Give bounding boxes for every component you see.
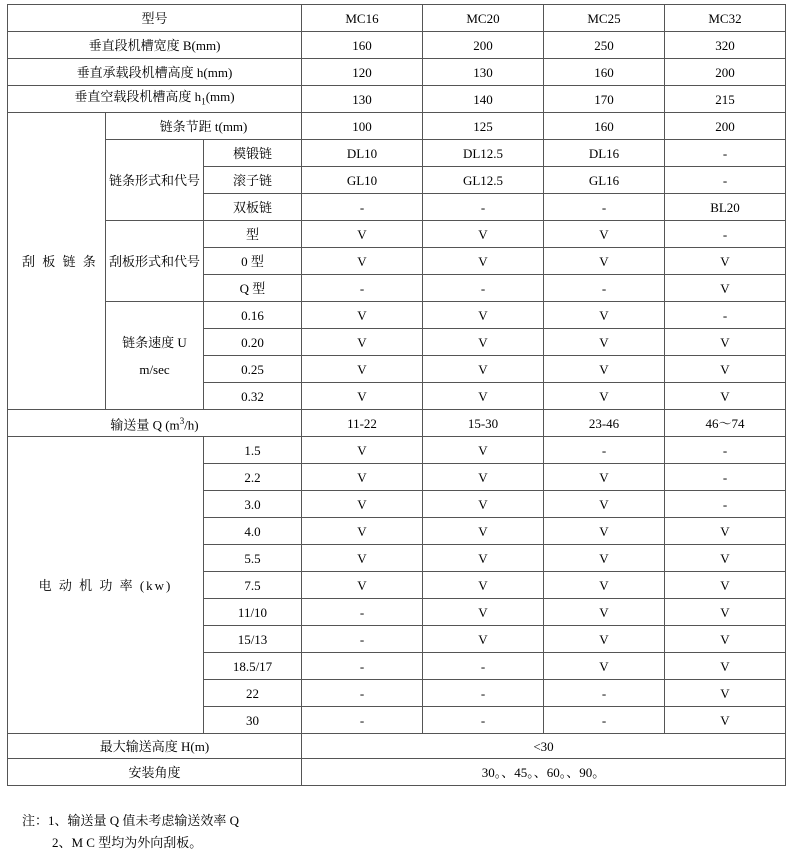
value-cell: V bbox=[423, 248, 544, 275]
motor-power: 22 bbox=[204, 680, 302, 707]
value-cell: - bbox=[665, 302, 786, 329]
notes bbox=[22, 810, 239, 854]
value-cell: V bbox=[544, 491, 665, 518]
value-cell: - bbox=[544, 275, 665, 302]
value-cell: 215 bbox=[665, 86, 786, 113]
value-cell: V bbox=[544, 599, 665, 626]
speed-name: 0.20 bbox=[204, 329, 302, 356]
chain-form-label: 链条形式和代号 bbox=[106, 140, 204, 221]
value-cell: V bbox=[665, 383, 786, 410]
value-cell: V bbox=[302, 221, 423, 248]
value-cell: V bbox=[665, 329, 786, 356]
dim-label-prefix: 垂直空载段机槽高度 h bbox=[74, 88, 202, 104]
value-cell: V bbox=[544, 545, 665, 572]
value-cell: - bbox=[544, 707, 665, 734]
motor-row bbox=[8, 437, 786, 464]
value-cell: V bbox=[423, 302, 544, 329]
motor-power: 18.5/17 bbox=[204, 653, 302, 680]
value-cell: DL12.5 bbox=[423, 140, 544, 167]
value-cell: V bbox=[544, 572, 665, 599]
value-cell: V bbox=[302, 437, 423, 464]
value-cell: - bbox=[665, 437, 786, 464]
chain-form-row bbox=[8, 140, 786, 167]
value-cell: V bbox=[665, 572, 786, 599]
value-cell: - bbox=[302, 194, 423, 221]
dim-row bbox=[8, 32, 786, 59]
value-cell: - bbox=[423, 275, 544, 302]
value-cell: - bbox=[302, 707, 423, 734]
motor-power: 30 bbox=[204, 707, 302, 734]
value-cell: - bbox=[544, 680, 665, 707]
value-cell: GL12.5 bbox=[423, 167, 544, 194]
value-cell: V bbox=[302, 545, 423, 572]
value-cell: 46～74 bbox=[665, 410, 786, 437]
value-cell: 120 bbox=[302, 59, 423, 86]
value-cell: - bbox=[665, 464, 786, 491]
motor-power: 5.5 bbox=[204, 545, 302, 572]
value-cell: 200 bbox=[665, 113, 786, 140]
value-cell: - bbox=[423, 194, 544, 221]
value-cell: V bbox=[302, 329, 423, 356]
value-cell: 100 bbox=[302, 113, 423, 140]
value-cell: 200 bbox=[665, 59, 786, 86]
value-cell: V bbox=[665, 545, 786, 572]
value-cell: V bbox=[302, 572, 423, 599]
value-cell: 320 bbox=[665, 32, 786, 59]
value-cell: 160 bbox=[544, 59, 665, 86]
speed-name: 0.25 bbox=[204, 356, 302, 383]
value-cell: V bbox=[302, 356, 423, 383]
dim-label: 垂直承载段机槽高度 h(mm) bbox=[8, 59, 302, 86]
chain-group-label: 刮 板 链 条 bbox=[8, 113, 106, 410]
max-height-row bbox=[8, 734, 786, 759]
motor-power: 11/10 bbox=[204, 599, 302, 626]
value-cell: - bbox=[302, 626, 423, 653]
value-cell: - bbox=[423, 653, 544, 680]
motor-power: 1.5 bbox=[204, 437, 302, 464]
capacity-label-suffix: /h) bbox=[184, 417, 199, 433]
capacity-row bbox=[8, 410, 786, 437]
chain-pitch-row bbox=[8, 113, 786, 140]
header-label: 型号 bbox=[8, 5, 302, 32]
value-cell: V bbox=[423, 356, 544, 383]
value-cell: V bbox=[665, 518, 786, 545]
motor-power: 2.2 bbox=[204, 464, 302, 491]
capacity-label-prefix: 输送量 Q (m bbox=[110, 417, 180, 433]
value-cell: V bbox=[544, 464, 665, 491]
dim-label bbox=[8, 86, 302, 113]
value-cell: V bbox=[544, 248, 665, 275]
value-cell: V bbox=[544, 626, 665, 653]
value-cell: 170 bbox=[544, 86, 665, 113]
header-row bbox=[8, 5, 786, 32]
motor-label: 电 动 机 功 率 (kw) bbox=[8, 437, 204, 734]
value-cell: V bbox=[302, 383, 423, 410]
value-cell: V bbox=[423, 329, 544, 356]
value-cell: 23-46 bbox=[544, 410, 665, 437]
value-cell: V bbox=[423, 383, 544, 410]
install-angle-value: 30。、45。、60。、90。 bbox=[302, 759, 786, 786]
scraper-name: Q 型 bbox=[204, 275, 302, 302]
chain-form-name: 滚子链 bbox=[204, 167, 302, 194]
value-cell: V bbox=[423, 626, 544, 653]
value-cell: V bbox=[302, 302, 423, 329]
scraper-name: 0 型 bbox=[204, 248, 302, 275]
dim-label-sub: 1 bbox=[201, 96, 206, 107]
value-cell: V bbox=[544, 518, 665, 545]
value-cell: V bbox=[665, 653, 786, 680]
value-cell: V bbox=[665, 275, 786, 302]
motor-power: 4.0 bbox=[204, 518, 302, 545]
install-angle-label: 安装角度 bbox=[8, 759, 302, 786]
capacity-label-sup: 3 bbox=[179, 415, 185, 426]
max-height-value: <30 bbox=[302, 734, 786, 759]
chain-form-name: 模锻链 bbox=[204, 140, 302, 167]
value-cell: V bbox=[423, 221, 544, 248]
value-cell: V bbox=[423, 491, 544, 518]
value-cell: V bbox=[665, 680, 786, 707]
speed-name: 0.16 bbox=[204, 302, 302, 329]
speed-label-text: 链条速度 U bbox=[122, 334, 187, 350]
value-cell: - bbox=[302, 653, 423, 680]
value-cell: - bbox=[423, 680, 544, 707]
value-cell: V bbox=[544, 383, 665, 410]
value-cell: DL16 bbox=[544, 140, 665, 167]
value-cell: V bbox=[302, 518, 423, 545]
value-cell: 140 bbox=[423, 86, 544, 113]
value-cell: - bbox=[544, 437, 665, 464]
value-cell: V bbox=[423, 437, 544, 464]
spec-table bbox=[7, 4, 786, 786]
value-cell: V bbox=[423, 599, 544, 626]
value-cell: BL20 bbox=[665, 194, 786, 221]
speed-name: 0.32 bbox=[204, 383, 302, 410]
value-cell: 11-22 bbox=[302, 410, 423, 437]
value-cell: 130 bbox=[302, 86, 423, 113]
value-cell: DL10 bbox=[302, 140, 423, 167]
max-height-label: 最大输送高度 H(m) bbox=[8, 734, 302, 759]
value-cell: V bbox=[665, 626, 786, 653]
motor-power: 3.0 bbox=[204, 491, 302, 518]
value-cell: - bbox=[302, 275, 423, 302]
value-cell: GL10 bbox=[302, 167, 423, 194]
value-cell: - bbox=[423, 707, 544, 734]
value-cell: - bbox=[665, 140, 786, 167]
motor-power: 15/13 bbox=[204, 626, 302, 653]
chain-form-name: 双板链 bbox=[204, 194, 302, 221]
value-cell: V bbox=[544, 356, 665, 383]
value-cell: V bbox=[544, 653, 665, 680]
value-cell: V bbox=[423, 545, 544, 572]
value-cell: V bbox=[544, 302, 665, 329]
value-cell: - bbox=[665, 167, 786, 194]
value-cell: V bbox=[665, 599, 786, 626]
dim-row bbox=[8, 59, 786, 86]
value-cell: 160 bbox=[544, 113, 665, 140]
model-header: MC16 bbox=[302, 5, 423, 32]
value-cell: V bbox=[544, 329, 665, 356]
note-1: 注：1、输送量 Q 值未考虑输送效率 Q bbox=[22, 813, 240, 828]
value-cell: - bbox=[302, 680, 423, 707]
motor-power: 7.5 bbox=[204, 572, 302, 599]
scraper-row bbox=[8, 221, 786, 248]
model-header: MC20 bbox=[423, 5, 544, 32]
value-cell: V bbox=[302, 248, 423, 275]
value-cell: - bbox=[544, 194, 665, 221]
value-cell: 125 bbox=[423, 113, 544, 140]
scraper-name: 型 bbox=[204, 221, 302, 248]
value-cell: - bbox=[665, 491, 786, 518]
speed-label bbox=[106, 302, 204, 410]
value-cell: V bbox=[665, 356, 786, 383]
speed-unit: m/sec bbox=[139, 361, 170, 377]
install-angle-row bbox=[8, 759, 786, 786]
value-cell: V bbox=[423, 572, 544, 599]
value-cell: 15-30 bbox=[423, 410, 544, 437]
value-cell: V bbox=[544, 221, 665, 248]
note-2: 2、M C 型均为外向刮板。 bbox=[52, 835, 203, 850]
value-cell: V bbox=[665, 707, 786, 734]
value-cell: 250 bbox=[544, 32, 665, 59]
capacity-label bbox=[8, 410, 302, 437]
dim-label: 垂直段机槽宽度 B(mm) bbox=[8, 32, 302, 59]
value-cell: V bbox=[302, 491, 423, 518]
value-cell: - bbox=[665, 221, 786, 248]
value-cell: V bbox=[665, 248, 786, 275]
pitch-label: 链条节距 t(mm) bbox=[106, 113, 302, 140]
scraper-label: 刮板形式和代号 bbox=[106, 221, 204, 302]
value-cell: V bbox=[423, 518, 544, 545]
value-cell: GL16 bbox=[544, 167, 665, 194]
model-header: MC32 bbox=[665, 5, 786, 32]
value-cell: V bbox=[302, 464, 423, 491]
value-cell: 200 bbox=[423, 32, 544, 59]
dim-label-suffix: (mm) bbox=[205, 88, 235, 104]
value-cell: 160 bbox=[302, 32, 423, 59]
dim-row bbox=[8, 86, 786, 113]
value-cell: V bbox=[423, 464, 544, 491]
value-cell: 130 bbox=[423, 59, 544, 86]
model-header: MC25 bbox=[544, 5, 665, 32]
speed-row bbox=[8, 302, 786, 329]
value-cell: - bbox=[302, 599, 423, 626]
